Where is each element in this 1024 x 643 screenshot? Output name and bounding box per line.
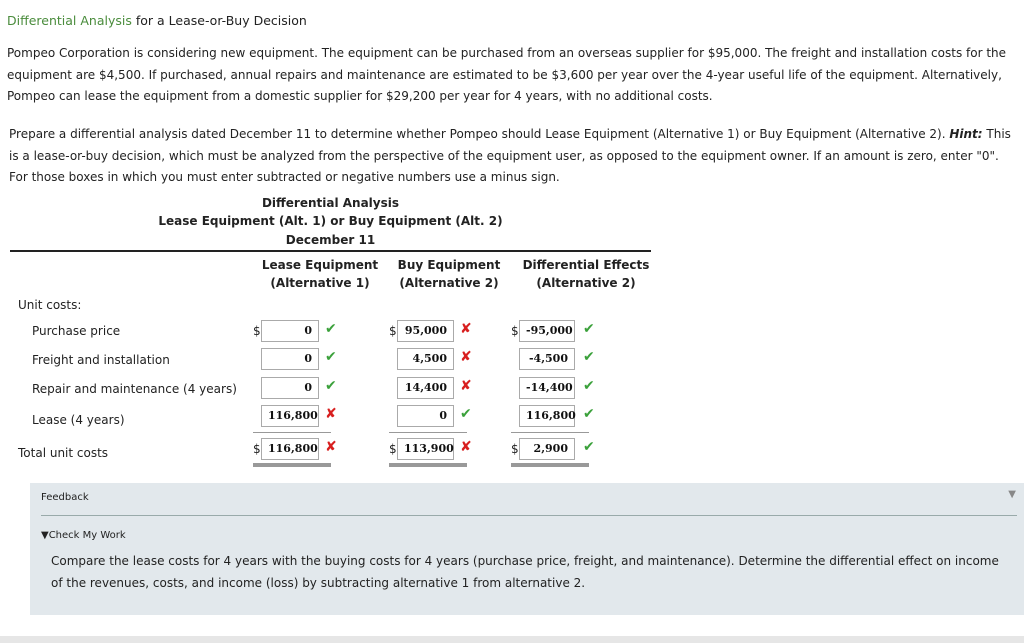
total-double-rule: [511, 463, 589, 467]
currency-symbol: $: [511, 442, 519, 456]
feedback-panel: [30, 483, 1024, 615]
buy-total-input[interactable]: 113,900: [397, 438, 454, 460]
table-subtitle: Lease Equipment (Alt. 1) or Buy Equipment (Alt. 2): [158, 214, 503, 228]
x-icon: ✘: [325, 406, 337, 422]
check-icon: ✔: [583, 406, 595, 422]
table-date: December 11: [285, 233, 376, 247]
buy-lease-input[interactable]: 0: [397, 405, 454, 427]
instructions: [9, 124, 1019, 189]
table-title: Differential Analysis: [261, 196, 400, 210]
column-header-differential-line2: (Alternative 2): [536, 276, 636, 290]
currency-symbol: $: [511, 324, 519, 338]
differential-total-input[interactable]: 2,900: [519, 438, 575, 460]
x-icon: ✘: [460, 349, 472, 365]
buy-purchase-price-input[interactable]: 95,000: [397, 320, 454, 342]
subtotal-rule: [253, 432, 331, 433]
column-header-lease-line2: (Alternative 1): [270, 276, 370, 290]
subtotal-rule: [511, 432, 589, 433]
section-label: Unit costs:: [18, 298, 82, 312]
x-icon: ✘: [460, 439, 472, 455]
column-header-buy-line1: Buy Equipment: [397, 258, 501, 272]
differential-lease-input[interactable]: 116,800: [519, 405, 575, 427]
column-header-lease-line1: Lease Equipment: [261, 258, 379, 272]
column-header-buy-line2: (Alternative 2): [399, 276, 499, 290]
chevron-down-icon[interactable]: ▼: [1008, 489, 1016, 500]
column-header-differential: [512, 256, 660, 292]
x-icon: ✘: [325, 439, 337, 455]
row-label: Freight and installation: [32, 353, 170, 367]
header-link[interactable]: Differential Analysis: [7, 13, 132, 28]
column-header-buy: [388, 256, 510, 292]
lease-purchase-price-input[interactable]: 0: [261, 320, 319, 342]
check-icon: ✔: [325, 349, 337, 365]
hint-label: Hint:: [949, 127, 983, 141]
currency-symbol: $: [389, 324, 397, 338]
check-icon: ✔: [325, 378, 337, 394]
x-icon: ✘: [460, 378, 472, 394]
buy-freight-input[interactable]: 4,500: [397, 348, 454, 370]
problem-statement: Pompeo Corporation is considering new equipment. The equipment can be purchased from an overseas supplier for $95,000. The freight and installation costs for the equipment are $4,500. If purchased, annual repairs and maintenance are estimated to be $3,600 per year over the 4-year useful life of the equipment. Alternatively, Pompeo can lease the equipment from a domestic supplier for $29,200 per year for 4 years, with no additional costs.: [7, 46, 1007, 103]
check-icon: ✔: [325, 321, 337, 337]
subtotal-rule: [389, 432, 467, 433]
instructions-text: Prepare a differential analysis dated December 11 to determine whether Pompeo should Lease Equipment (Alternative 1) or Buy Equipment (Alternative 2).: [9, 127, 950, 141]
check-icon: ✔: [583, 349, 595, 365]
currency-symbol: $: [389, 442, 397, 456]
check-my-work-toggle[interactable]: ▼Check My Work: [41, 530, 126, 541]
page-header: [7, 13, 307, 28]
check-icon: ✔: [583, 439, 595, 455]
lease-total-input[interactable]: 116,800: [261, 438, 319, 460]
feedback-title: Feedback: [41, 492, 89, 503]
currency-symbol: $: [253, 442, 261, 456]
total-label: Total unit costs: [18, 446, 109, 460]
total-double-rule: [389, 463, 467, 467]
check-icon: ✔: [583, 378, 595, 394]
lease-lease-input[interactable]: 116,800: [261, 405, 319, 427]
lease-repair-input[interactable]: 0: [261, 377, 319, 399]
row-label: Lease (4 years): [32, 413, 125, 427]
buy-repair-input[interactable]: 14,400: [397, 377, 454, 399]
x-icon: ✘: [460, 321, 472, 337]
differential-purchase-price-input[interactable]: -95,000: [519, 320, 575, 342]
currency-symbol: $: [253, 324, 261, 338]
table-header-rule: [10, 250, 651, 252]
check-icon: ✔: [460, 406, 472, 422]
total-double-rule: [253, 463, 331, 467]
lease-freight-input[interactable]: 0: [261, 348, 319, 370]
column-header-lease: [252, 256, 388, 292]
row-label: Purchase price: [32, 324, 121, 338]
feedback-divider: [41, 515, 1017, 516]
differential-repair-input[interactable]: -14,400: [519, 377, 575, 399]
page-bottom-divider: [0, 636, 1024, 643]
column-header-differential-line1: Differential Effects: [522, 258, 650, 272]
instructions-hint-text: This is a lease-or-buy decision, which must be analyzed from the perspective of the equipment user, as opposed to the equipment owner. If an amount is zero, enter "0". For those boxes in which you must enter subtracted or negative numbers use a minus sign.: [9, 127, 1011, 184]
header-title: for a Lease-or-Buy Decision: [131, 13, 307, 28]
feedback-text: Compare the lease costs for 4 years with the buying costs for 4 years (purchase price, freight, and maintenance). Determine the differential effect on income of the revenues, costs, and income (loss) by subtracting alternative 1 from alternative 2.: [51, 554, 999, 590]
check-icon: ✔: [583, 321, 595, 337]
row-label: Repair and maintenance (4 years): [32, 382, 237, 396]
differential-freight-input[interactable]: -4,500: [519, 348, 575, 370]
